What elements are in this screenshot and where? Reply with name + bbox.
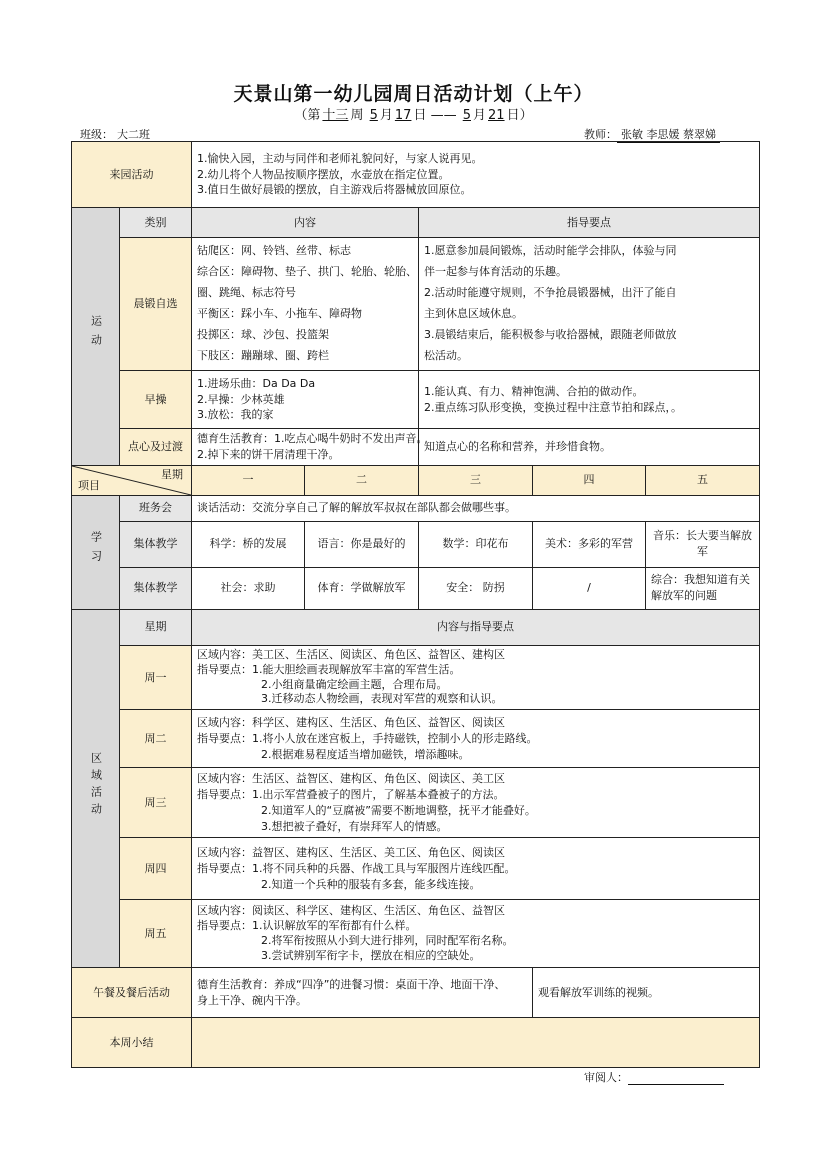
guide-point: 2.知道军人的“豆腐被”需要不断地调整，抚平才能叠好。 bbox=[261, 803, 536, 817]
area-list bbox=[197, 845, 754, 861]
lesson-cell: 科学：桥的发展 bbox=[192, 521, 305, 567]
guide-line: 2.重点练习队形变换，变换过程中注意节拍和踩点，。 bbox=[424, 400, 682, 414]
arrival-row bbox=[72, 142, 760, 208]
day-label-1: 日 —— bbox=[413, 108, 457, 123]
content-line: 2.早操：少林英雄 bbox=[197, 392, 285, 406]
content-line: 德育生活教育：1.吃点心喝牛奶时不发出声音。 bbox=[197, 432, 428, 445]
area-prefix: 区域内容： bbox=[197, 771, 252, 785]
study-label-text: 学习 bbox=[89, 530, 103, 569]
content-line: 德育生活教育：养成“四净”的进餐习惯：桌面干净、地面干净、 bbox=[197, 977, 506, 991]
area-day-label: 周一 bbox=[120, 645, 192, 709]
area-day-row bbox=[72, 710, 760, 768]
lesson-cell: 音乐：长大要当解放军 bbox=[646, 521, 760, 567]
area-day-content bbox=[192, 645, 760, 709]
class-label: 班级： bbox=[80, 128, 113, 141]
month-label-2: 月 bbox=[473, 108, 487, 123]
guide-line: 3.晨锻结束后，能积极参与收拾器械，跟随老师做放 bbox=[424, 327, 677, 341]
lesson-cell: 美术：多彩的军营 bbox=[533, 521, 646, 567]
lesson-cell: / bbox=[533, 567, 646, 609]
end-month: 5 bbox=[462, 108, 471, 123]
area-day-row bbox=[72, 768, 760, 838]
guide-prefix: 指导要点： bbox=[197, 918, 252, 932]
class-meeting-row bbox=[72, 495, 760, 521]
guide-point: 1.将小人放在迷宫板上，手持磁铁，控制小人的形走路线。 bbox=[252, 731, 538, 745]
day-mon: 一 bbox=[192, 465, 305, 495]
guide-points bbox=[197, 919, 754, 934]
class-value: 大二班 bbox=[113, 126, 187, 143]
study-label bbox=[72, 495, 120, 609]
weekday-diagonal-cell bbox=[72, 465, 192, 495]
content-line: 平衡区：踩小车、小拖车、障碍物 bbox=[197, 307, 362, 320]
content-line: 圈、跳绳、标志符号 bbox=[197, 286, 296, 300]
sport-col-type: 类别 bbox=[120, 208, 192, 238]
page-title: 天景山第一幼儿园周日活动计划（上午） bbox=[233, 83, 594, 105]
guide-line: 1.愿意参加晨间锻炼，活动时能学会排队，体验与同 bbox=[424, 244, 677, 258]
area-items: 阅读区、科学区、建构区、生活区、角色区、益智区 bbox=[252, 904, 505, 918]
summary-row bbox=[72, 1018, 760, 1068]
guide-points bbox=[197, 663, 754, 678]
arrival-content bbox=[192, 142, 760, 208]
day-wed: 三 bbox=[419, 465, 533, 495]
guide-point: 2.知道一个兵种的服装有多套，能多线连接。 bbox=[261, 877, 481, 891]
sport-label bbox=[72, 208, 120, 466]
week-header-label: 星期 bbox=[161, 467, 183, 481]
week-number: 十三 bbox=[322, 108, 349, 123]
group-teaching-label: 集体教学 bbox=[120, 567, 192, 609]
lesson-cell: 数学：印花布 bbox=[419, 521, 533, 567]
class-meeting-label: 班务会 bbox=[120, 495, 192, 521]
guide-prefix: 指导要点： bbox=[197, 731, 252, 745]
area-header-row bbox=[72, 609, 760, 645]
date-close: 日） bbox=[506, 108, 533, 123]
area-day-content bbox=[192, 710, 760, 768]
content-line: 3.放松：我的家 bbox=[197, 408, 274, 422]
lunch-row bbox=[72, 968, 760, 1018]
area-prefix: 区域内容： bbox=[197, 715, 252, 729]
reviewer-label: 审阅人： bbox=[584, 1071, 628, 1084]
area-items: 益智区、建构区、生活区、美工区、角色区、阅读区 bbox=[252, 845, 505, 859]
area-day-label: 周四 bbox=[120, 838, 192, 900]
arrival-line: 1.愉快入园，主动与同伴和老师礼貌问好，与家人说再见。 bbox=[197, 151, 483, 165]
area-list bbox=[197, 904, 754, 919]
exercise-guide bbox=[419, 371, 760, 429]
sport-header-row bbox=[72, 208, 760, 238]
area-prefix: 区域内容： bbox=[197, 845, 252, 859]
snack-content bbox=[192, 429, 428, 466]
reviewer bbox=[584, 1069, 724, 1085]
guide-point: 2.根据难易程度适当增加磁铁，增添趣味。 bbox=[261, 747, 470, 761]
content-line: 钻爬区：网、铃铛、丝带、标志 bbox=[197, 244, 351, 258]
guide-point: 2.小组商量确定绘画主题，合理布局。 bbox=[261, 677, 448, 691]
guide-line: 2.活动时能遵守规则，不争抢晨锻器械，出汗了能自 bbox=[424, 286, 677, 300]
area-day-label: 周二 bbox=[120, 710, 192, 768]
snack-guide: 知道点心的名称和营养，并珍惜食物。 bbox=[419, 429, 760, 466]
guide-prefix: 指导要点： bbox=[197, 787, 252, 801]
exercise-label: 早操 bbox=[120, 371, 192, 429]
lesson-cell: 安全： 防拐 bbox=[419, 567, 533, 609]
content-line: 身上干净、碗内干净。 bbox=[197, 993, 307, 1007]
lesson-cell: 语言：你是最好的 bbox=[305, 521, 419, 567]
area-items: 美工区、生活区、阅读区、角色区、益智区、建构区 bbox=[252, 647, 505, 661]
area-label bbox=[72, 609, 120, 967]
group-teaching-label: 集体教学 bbox=[120, 521, 192, 567]
lunch-guide: 观看解放军训练的视频。 bbox=[533, 968, 760, 1018]
content-line: 投掷区：球、沙包、投篮架 bbox=[197, 327, 329, 341]
guide-point: 1.能大胆绘画表现解放军丰富的军营生活。 bbox=[252, 662, 461, 676]
morning-exercise-guide bbox=[419, 238, 760, 371]
morning-exercise-content bbox=[192, 238, 419, 371]
sport-col-guide: 指导要点 bbox=[419, 208, 760, 238]
guide-point: 3.尝试辨别军衔字卡，摆放在相应的空缺处。 bbox=[261, 948, 481, 962]
group-teaching-row-2 bbox=[72, 567, 760, 609]
start-day: 17 bbox=[394, 108, 412, 123]
area-day-content bbox=[192, 900, 760, 968]
area-col-week: 星期 bbox=[120, 609, 192, 645]
area-day-label: 周五 bbox=[120, 900, 192, 968]
day-thu: 四 bbox=[533, 465, 646, 495]
weekday-header-row bbox=[72, 465, 760, 495]
guide-prefix: 指导要点： bbox=[197, 861, 252, 875]
area-day-row bbox=[72, 838, 760, 900]
date-open: （第 bbox=[294, 108, 321, 123]
exercise-row bbox=[72, 371, 760, 429]
area-day-row bbox=[72, 900, 760, 968]
area-items: 生活区、益智区、建构区、角色区、阅读区、美工区 bbox=[252, 771, 505, 785]
teacher-label: 教师： bbox=[584, 128, 617, 141]
area-col-content: 内容与指导要点 bbox=[192, 609, 760, 645]
guide-line: 1.能认真、有力、精神饱满、合拍的做动作。 bbox=[424, 384, 644, 398]
activity-plan-table bbox=[71, 141, 760, 1068]
area-label-text: 区域活动 bbox=[89, 752, 103, 821]
morning-exercise-row bbox=[72, 238, 760, 371]
area-day-content bbox=[192, 768, 760, 838]
lesson-cell: 综合：我想知道有关解放军的问题 bbox=[646, 567, 760, 609]
teacher-value: 张敏 李思媛 蔡翠娣 bbox=[617, 126, 720, 143]
summary-label: 本周小结 bbox=[72, 1018, 192, 1068]
area-day-row bbox=[72, 645, 760, 709]
exercise-content bbox=[192, 371, 419, 429]
area-list bbox=[197, 648, 754, 663]
morning-exercise-label: 晨锻自选 bbox=[120, 238, 192, 371]
group-teaching-row-1 bbox=[72, 521, 760, 567]
area-prefix: 区域内容： bbox=[197, 904, 252, 918]
guide-point: 2.将军衔按照从小到大进行排列，同时配军衔名称。 bbox=[261, 933, 514, 947]
sport-col-content: 内容 bbox=[192, 208, 419, 238]
end-day: 21 bbox=[488, 108, 505, 123]
lunch-label: 午餐及餐后活动 bbox=[72, 968, 192, 1018]
day-tue: 二 bbox=[305, 465, 419, 495]
summary-content[interactable] bbox=[192, 1018, 760, 1068]
week-label: 周 bbox=[350, 108, 364, 123]
guide-point: 3.迁移动态人物绘画，表现对军营的观察和认识。 bbox=[261, 692, 503, 706]
sport-label-text: 运动 bbox=[89, 314, 103, 353]
guide-point: 3.想把被子叠好，有崇拜军人的情感。 bbox=[261, 819, 448, 833]
item-header-label: 项目 bbox=[78, 478, 100, 492]
reviewer-signature-line[interactable] bbox=[628, 1073, 724, 1085]
snack-row bbox=[72, 429, 760, 466]
date-range bbox=[0, 104, 827, 123]
snack-label: 点心及过渡 bbox=[120, 429, 192, 466]
day-fri: 五 bbox=[646, 465, 760, 495]
content-line: 综合区：障碍物、垫子、拱门、轮胎、轮胎、 bbox=[197, 265, 417, 279]
arrival-line: 2.幼儿将个人物品按顺序摆放，水壶放在指定位置。 bbox=[197, 167, 450, 181]
area-prefix: 区域内容： bbox=[197, 647, 252, 661]
guide-points bbox=[197, 861, 754, 877]
content-line: 1.进场乐曲：Da Da Da bbox=[197, 376, 316, 390]
area-items: 科学区、建构区、生活区、角色区、益智区、阅读区 bbox=[252, 715, 505, 729]
content-line: 2.掉下来的饼干屑清理干净。 bbox=[197, 447, 340, 461]
arrival-label: 来园活动 bbox=[72, 142, 192, 208]
area-day-label: 周三 bbox=[120, 768, 192, 838]
guide-line: 松活动。 bbox=[424, 348, 468, 362]
guide-point: 1.将不同兵种的兵器、作战工具与军服图片连线匹配。 bbox=[252, 861, 516, 875]
guide-point: 1.出示军营叠被子的图片，了解基本叠被子的方法。 bbox=[252, 787, 505, 801]
lesson-cell: 体育：学做解放军 bbox=[305, 567, 419, 609]
area-list bbox=[197, 771, 754, 787]
guide-point: 1.认识解放军的军衔都有什么样。 bbox=[252, 918, 417, 932]
lesson-cell: 社会：求助 bbox=[192, 567, 305, 609]
guide-line: 主到休息区域休息。 bbox=[424, 307, 523, 320]
start-month: 5 bbox=[369, 108, 378, 123]
area-day-content bbox=[192, 838, 760, 900]
class-meeting-content: 谈话活动：交流分享自己了解的解放军叔叔在部队都会做哪些事。 bbox=[192, 495, 760, 521]
area-list bbox=[197, 715, 754, 731]
guide-points bbox=[197, 787, 754, 803]
content-line: 下肢区：蹦蹦球、圈、跨栏 bbox=[197, 348, 329, 362]
guide-line: 伴一起参与体育活动的乐趣。 bbox=[424, 265, 567, 279]
lunch-content bbox=[192, 968, 533, 1018]
arrival-line: 3.值日生做好晨锻的摆放，自主游戏后将器械放回原位。 bbox=[197, 183, 472, 197]
guide-points bbox=[197, 731, 754, 747]
month-label-1: 月 bbox=[379, 108, 393, 123]
guide-prefix: 指导要点： bbox=[197, 662, 252, 676]
